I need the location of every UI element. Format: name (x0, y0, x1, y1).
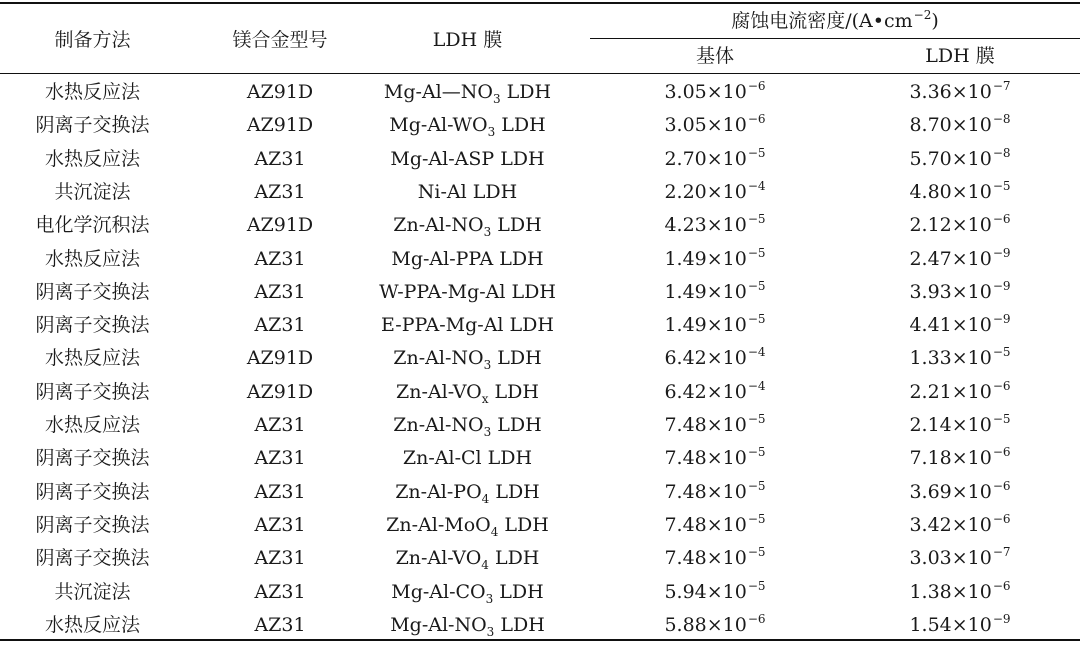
cell-substrate-mantissa: 3.05×10 (664, 81, 747, 103)
table-bottom-rule (0, 639, 1080, 641)
cell-substrate-exponent: −6 (747, 112, 766, 126)
cell-method: 水热反应法 (44, 614, 140, 636)
cell-method: 阴离子交换法 (35, 314, 150, 336)
header-current-density-close: ) (931, 10, 939, 32)
cell-substrate-mantissa: 7.48×10 (664, 547, 747, 569)
cell-alloy: AZ91D (246, 114, 314, 136)
cell-ldh-mantissa: 1.33×10 (909, 347, 992, 369)
cell-substrate-mantissa: 1.49×10 (664, 314, 747, 336)
cell-ldh-exponent: −9 (992, 312, 1011, 326)
cell-method: 阴离子交换法 (35, 514, 150, 536)
cell-ldh-subscript: 3 (487, 125, 496, 139)
cell-substrate-exponent: −5 (747, 246, 766, 260)
cell-ldh-exponent: −5 (992, 345, 1011, 359)
cell-substrate-mantissa: 7.48×10 (664, 414, 747, 436)
cell-ldh-suffix: LDH (491, 347, 542, 369)
cell-substrate-mantissa: 7.48×10 (664, 447, 747, 469)
cell-substrate-exponent: −5 (747, 412, 766, 426)
cell-substrate-exponent: −5 (747, 545, 766, 559)
cell-substrate-mantissa: 2.20×10 (664, 181, 747, 203)
cell-method: 阴离子交换法 (35, 447, 150, 469)
cell-ldh (375, 113, 560, 139)
cell-ldh (375, 613, 560, 639)
cell-substrate-density (590, 147, 840, 173)
cell-ldh-suffix: LDH (493, 581, 544, 603)
cell-substrate-density (590, 180, 840, 206)
cell-substrate-exponent: −5 (747, 146, 766, 160)
header-current-density (590, 9, 1080, 35)
cell-method: 阴离子交换法 (35, 481, 150, 503)
cell-ldh-formula: Zn-Al-Cl LDH (402, 447, 533, 469)
cell-method: 共沉淀法 (54, 581, 131, 603)
cell-substrate-density (590, 346, 840, 372)
cell-ldh (375, 546, 560, 572)
cell-ldh-formula: W-PPA-Mg-Al LDH (379, 281, 556, 303)
cell-ldh-density (840, 346, 1080, 372)
cell-substrate-mantissa: 5.94×10 (664, 581, 747, 603)
cell-ldh-density (840, 546, 1080, 572)
cell-ldh-formula: Zn-Al-NO (393, 214, 484, 236)
cell-substrate-mantissa: 5.88×10 (664, 614, 747, 636)
cell-ldh-suffix: LDH (494, 614, 545, 636)
cell-ldh-density (840, 80, 1080, 106)
cell-substrate-density (590, 513, 840, 539)
cell-ldh-subscript: 3 (483, 358, 492, 372)
cell-ldh-formula: Zn-Al-NO (393, 347, 484, 369)
cell-ldh-suffix: LDH (488, 547, 540, 569)
cell-alloy: AZ31 (254, 447, 306, 469)
cell-alloy: AZ91D (246, 347, 314, 369)
cell-ldh-density (840, 613, 1080, 639)
cell-ldh-density (840, 147, 1080, 173)
cell-ldh-exponent: −6 (992, 479, 1011, 493)
cell-ldh-formula: Mg-Al-NO (390, 614, 487, 636)
cell-ldh-subscript: 4 (490, 525, 499, 539)
cell-substrate-mantissa: 2.70×10 (664, 148, 747, 170)
cell-ldh-density (840, 113, 1080, 139)
cell-substrate-mantissa: 3.05×10 (664, 114, 747, 136)
header-method: 制备方法 (54, 29, 131, 51)
cell-alloy: AZ91D (246, 214, 314, 236)
cell-ldh-subscript: 3 (486, 625, 495, 639)
cell-ldh-formula: Zn-Al-PO (395, 481, 482, 503)
cell-ldh-exponent: −6 (992, 579, 1011, 593)
cell-substrate-mantissa: 6.42×10 (664, 347, 747, 369)
cell-ldh-mantissa: 3.03×10 (909, 547, 992, 569)
cell-ldh (375, 413, 560, 439)
cell-substrate-mantissa: 6.42×10 (664, 381, 747, 403)
cell-ldh-mantissa: 3.69×10 (909, 481, 992, 503)
cell-substrate-density (590, 213, 840, 239)
cell-ldh-formula: Mg-Al-WO (389, 114, 488, 136)
cell-ldh (375, 147, 560, 173)
cell-ldh-exponent: −8 (992, 146, 1011, 160)
cell-ldh-suffix: LDH (488, 381, 539, 403)
cell-ldh-mantissa: 2.14×10 (909, 414, 992, 436)
cell-substrate-density (590, 380, 840, 406)
cell-substrate-density (590, 280, 840, 306)
cell-alloy: AZ31 (254, 314, 306, 336)
cell-ldh-mantissa: 1.38×10 (909, 581, 992, 603)
cell-ldh (375, 247, 560, 273)
cell-ldh-exponent: −6 (992, 379, 1011, 393)
cell-method: 阴离子交换法 (35, 381, 150, 403)
cell-ldh-formula: Zn-Al-NO (393, 414, 484, 436)
cell-ldh-formula: Mg-Al—NO (383, 81, 493, 103)
cell-ldh-subscript: 3 (492, 92, 501, 106)
cell-method: 阴离子交换法 (35, 114, 150, 136)
cell-ldh-mantissa: 3.93×10 (909, 281, 992, 303)
cell-ldh-density (840, 180, 1080, 206)
cell-ldh-exponent: −6 (992, 512, 1011, 526)
cell-method: 阴离子交换法 (35, 547, 150, 569)
cell-method: 阴离子交换法 (35, 281, 150, 303)
cell-ldh-subscript: 3 (483, 425, 492, 439)
cell-substrate-density (590, 446, 840, 472)
cell-ldh-exponent: −9 (992, 612, 1011, 626)
cell-substrate-exponent: −6 (747, 79, 766, 93)
cell-method: 电化学沉积法 (35, 214, 150, 236)
cell-ldh-subscript: 4 (481, 492, 490, 506)
cell-ldh-exponent: −6 (992, 445, 1011, 459)
cell-ldh-suffix: LDH (500, 81, 552, 103)
header-alloy: 镁合金型号 (232, 29, 328, 51)
cell-ldh-mantissa: 5.70×10 (909, 148, 992, 170)
cell-substrate-exponent: −4 (747, 179, 766, 193)
cell-ldh-mantissa: 2.12×10 (909, 214, 992, 236)
cell-substrate-density (590, 247, 840, 273)
cell-ldh (375, 313, 560, 339)
cell-ldh-suffix: LDH (491, 414, 542, 436)
cell-substrate-density (590, 480, 840, 506)
cell-substrate-exponent: −5 (747, 445, 766, 459)
cell-ldh-exponent: −7 (992, 545, 1011, 559)
cell-substrate-exponent: −4 (747, 345, 766, 359)
cell-substrate-exponent: −5 (747, 479, 766, 493)
cell-alloy: AZ31 (254, 414, 306, 436)
cell-substrate-mantissa: 1.49×10 (664, 248, 747, 270)
cell-ldh-suffix: LDH (498, 514, 549, 536)
cell-ldh-mantissa: 3.36×10 (909, 81, 992, 103)
cell-ldh-exponent: −5 (992, 179, 1011, 193)
cell-ldh-density (840, 380, 1080, 406)
cell-ldh-density (840, 480, 1080, 506)
cell-ldh (375, 380, 560, 406)
cell-ldh-subscript: 3 (485, 592, 494, 606)
cell-ldh (375, 580, 560, 606)
cell-ldh-formula: Mg-Al-CO (391, 581, 486, 603)
table-top-rule (0, 2, 1080, 4)
cell-ldh-formula: Mg-Al-ASP LDH (390, 148, 545, 170)
cell-alloy: AZ31 (254, 481, 306, 503)
cell-ldh-exponent: −7 (992, 79, 1011, 93)
cell-ldh-density (840, 213, 1080, 239)
cell-ldh (375, 446, 560, 472)
cell-ldh-exponent: −9 (992, 246, 1011, 260)
cell-substrate-density (590, 413, 840, 439)
cell-ldh-density (840, 313, 1080, 339)
cell-ldh-mantissa: 2.21×10 (909, 381, 992, 403)
cell-substrate-exponent: −6 (747, 612, 766, 626)
cell-alloy: AZ31 (254, 281, 306, 303)
cell-method: 水热反应法 (44, 81, 140, 103)
cell-ldh (375, 513, 560, 539)
cell-substrate-exponent: −4 (747, 379, 766, 393)
cell-ldh-formula: Zn-Al-VO (395, 547, 482, 569)
cell-alloy: AZ31 (254, 148, 306, 170)
cell-ldh (375, 180, 560, 206)
cell-substrate-density (590, 80, 840, 106)
cell-substrate-exponent: −5 (747, 579, 766, 593)
cell-method: 共沉淀法 (54, 181, 131, 203)
cell-ldh-subscript: x (481, 392, 489, 406)
cell-ldh-subscript: 4 (481, 558, 489, 572)
cell-substrate-exponent: −5 (747, 312, 766, 326)
cell-ldh-formula: Ni-Al LDH (417, 181, 518, 203)
cell-substrate-mantissa: 4.23×10 (664, 214, 747, 236)
cell-method: 水热反应法 (44, 414, 140, 436)
header-sub-rule (590, 38, 1080, 39)
cell-substrate-mantissa: 7.48×10 (664, 481, 747, 503)
cell-ldh-density (840, 413, 1080, 439)
cell-alloy: AZ31 (254, 181, 306, 203)
cell-alloy: AZ31 (254, 514, 306, 536)
cell-ldh-exponent: −5 (992, 412, 1011, 426)
cell-ldh-formula: Mg-Al-PPA LDH (391, 248, 544, 270)
cell-alloy: AZ31 (254, 248, 306, 270)
cell-ldh-exponent: −6 (992, 212, 1011, 226)
cell-ldh (375, 213, 560, 239)
cell-ldh-subscript: 3 (483, 225, 492, 239)
cell-alloy: AZ31 (254, 547, 306, 569)
cell-ldh-mantissa: 2.47×10 (909, 248, 992, 270)
cell-ldh-formula: Zn-Al-MoO (386, 514, 491, 536)
cell-ldh-mantissa: 7.18×10 (909, 447, 992, 469)
cell-substrate-density (590, 113, 840, 139)
cell-ldh-suffix: LDH (495, 114, 546, 136)
cell-alloy: AZ31 (254, 581, 306, 603)
cell-ldh-mantissa: 1.54×10 (909, 614, 992, 636)
cell-substrate-exponent: −5 (747, 212, 766, 226)
cell-substrate-density (590, 580, 840, 606)
cell-alloy: AZ91D (246, 81, 314, 103)
cell-method: 水热反应法 (44, 248, 140, 270)
cell-ldh-mantissa: 3.42×10 (909, 514, 992, 536)
cell-substrate-density (590, 546, 840, 572)
cell-ldh-density (840, 280, 1080, 306)
cell-ldh-mantissa: 4.41×10 (909, 314, 992, 336)
cell-ldh-suffix: LDH (491, 214, 542, 236)
header-current-density-exp: −2 (913, 8, 932, 22)
cell-ldh-density (840, 580, 1080, 606)
cell-ldh (375, 280, 560, 306)
cell-method: 水热反应法 (44, 347, 140, 369)
cell-ldh-exponent: −9 (992, 279, 1011, 293)
cell-ldh-mantissa: 8.70×10 (909, 114, 992, 136)
cell-ldh-density (840, 513, 1080, 539)
header-bottom-rule (0, 73, 1080, 74)
cell-substrate-mantissa: 7.48×10 (664, 514, 747, 536)
cell-alloy: AZ31 (254, 614, 306, 636)
cell-substrate-density (590, 613, 840, 639)
cell-ldh-exponent: −8 (992, 112, 1011, 126)
header-substrate: 基体 (695, 45, 734, 67)
header-ldh-film: LDH 膜 (925, 45, 995, 67)
cell-ldh (375, 346, 560, 372)
cell-alloy: AZ91D (246, 381, 314, 403)
cell-ldh-density (840, 446, 1080, 472)
cell-method: 水热反应法 (44, 148, 140, 170)
cell-ldh-mantissa: 4.80×10 (909, 181, 992, 203)
cell-ldh-suffix: LDH (489, 481, 540, 503)
header-current-density-text: 腐蚀电流密度/(A•cm (731, 10, 913, 32)
cell-substrate-mantissa: 1.49×10 (664, 281, 747, 303)
header-ldh: LDH 膜 (432, 29, 503, 51)
cell-substrate-density (590, 313, 840, 339)
cell-substrate-exponent: −5 (747, 512, 766, 526)
cell-ldh (375, 80, 560, 106)
cell-ldh-formula: E-PPA-Mg-Al LDH (381, 314, 554, 336)
cell-substrate-exponent: −5 (747, 279, 766, 293)
cell-ldh-density (840, 247, 1080, 273)
cell-ldh (375, 480, 560, 506)
cell-ldh-formula: Zn-Al-VO (396, 381, 482, 403)
